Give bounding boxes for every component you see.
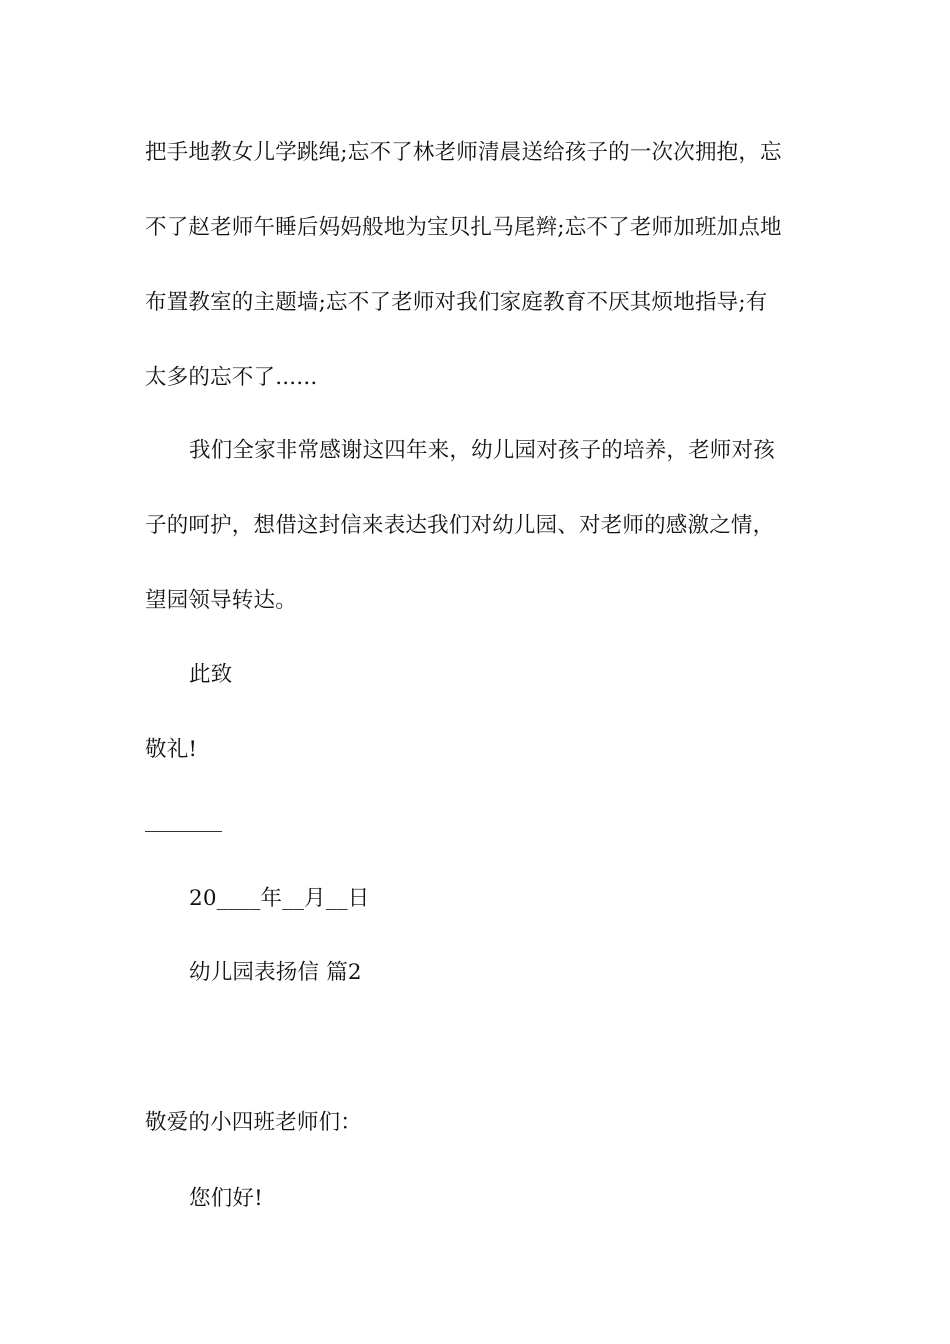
paragraph-1-line-4: 太多的忘不了...... — [145, 365, 318, 390]
greeting: 您们好! — [189, 1186, 263, 1211]
section-title: 幼儿园表扬信 篇2 — [189, 960, 362, 985]
signature-line — [145, 831, 222, 832]
paragraph-1-line-1: 把手地教女儿学跳绳;忘不了林老师清晨送给孩子的一次次拥抱，忘 — [145, 140, 782, 165]
paragraph-2-line-3: 望园领导转达。 — [145, 588, 297, 613]
closing-jing-li: 敬礼! — [145, 737, 198, 762]
paragraph-2-line-2: 子的呵护，想借这封信来表达我们对幼儿园、对老师的感激之情， — [145, 513, 775, 538]
closing-ci-zhi: 此致 — [189, 662, 233, 687]
paragraph-1-line-2: 不了赵老师午睡后妈妈般地为宝贝扎马尾辫;忘不了老师加班加点地 — [145, 215, 782, 240]
paragraph-2-line-1: 我们全家非常感谢这四年来，幼儿园对孩子的培养，老师对孩 — [189, 438, 775, 463]
salutation: 敬爱的小四班老师们： — [145, 1110, 363, 1135]
date-line: 20____年__月__日 — [189, 886, 370, 911]
paragraph-1-line-3: 布置教室的主题墙;忘不了老师对我们家庭教育不厌其烦地指导;有 — [145, 290, 768, 315]
